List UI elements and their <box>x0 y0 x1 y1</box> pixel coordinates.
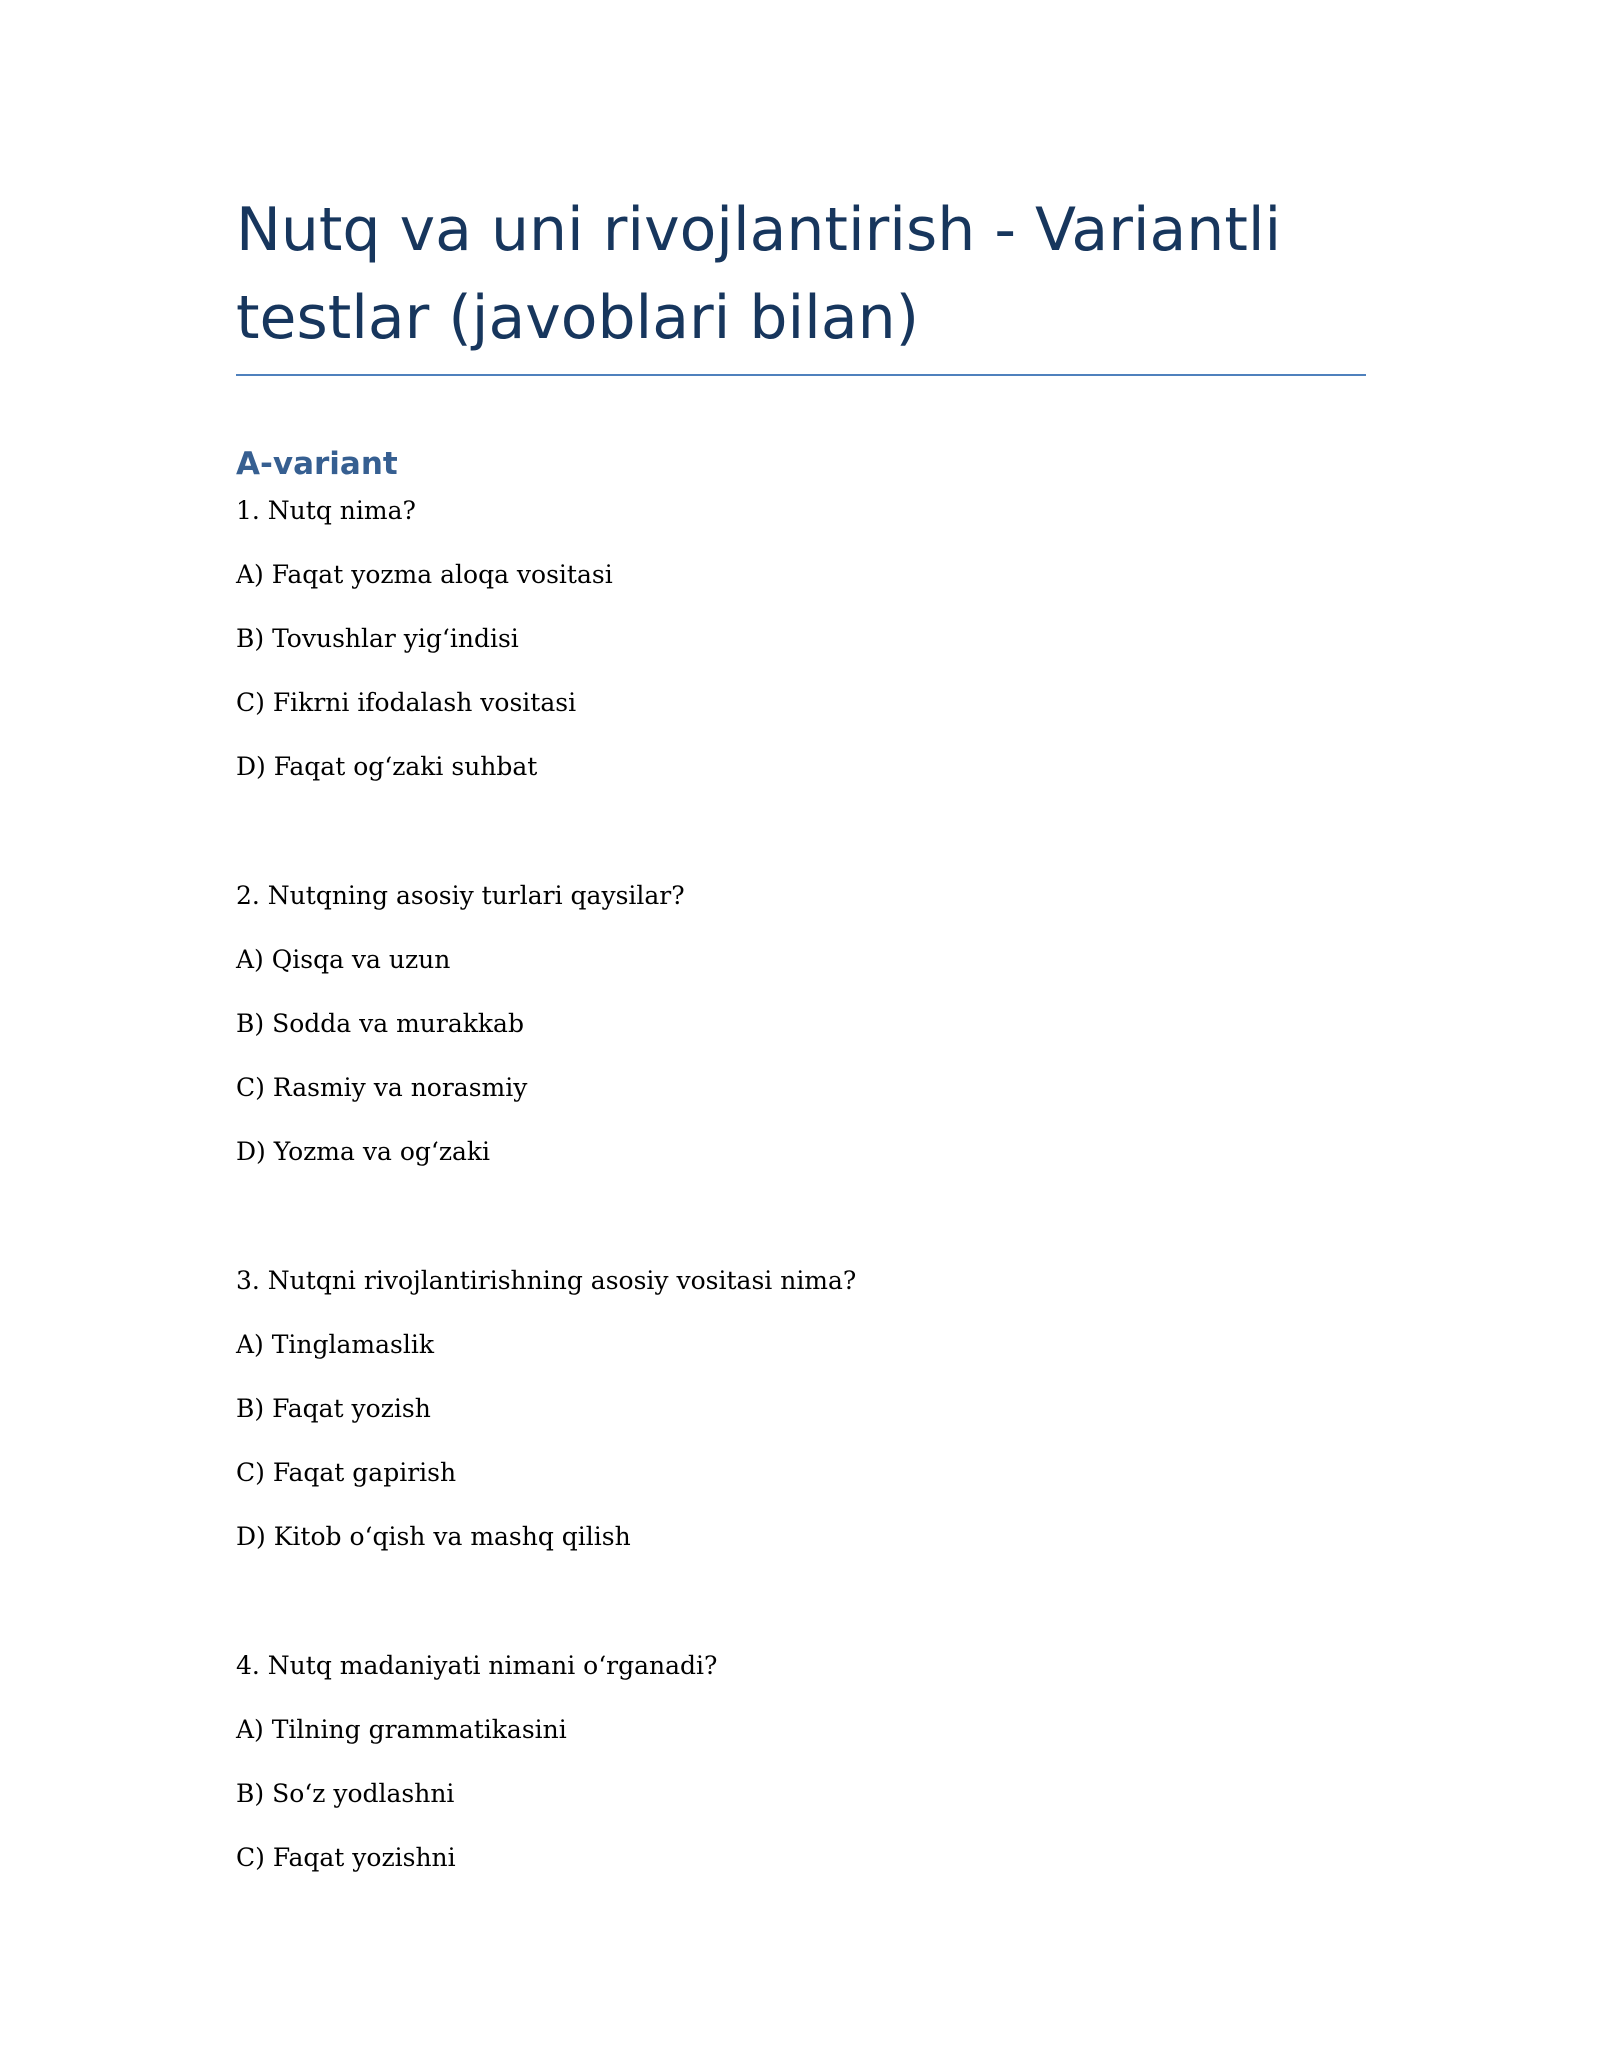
answer-option-b: B) Faqat yozish <box>236 1394 431 1423</box>
question-block-3 <box>236 1264 1366 1553</box>
answer-option-b: B) So‘z yodlashni <box>236 1779 455 1808</box>
answer-option-d: D) Faqat og‘zaki suhbat <box>236 752 538 781</box>
answer-option-a: A) Tilning grammatikasini <box>236 1715 567 1744</box>
answer-option-c: C) Fikrni ifodalash vositasi <box>236 688 577 717</box>
document-page <box>236 186 1366 1874</box>
question-text: 1. Nutq nima? <box>236 496 416 525</box>
answer-option-a: A) Qisqa va uzun <box>236 945 451 974</box>
answer-option-d: D) Yozma va og‘zaki <box>236 1137 491 1166</box>
answer-option-b: B) Tovushlar yig‘indisi <box>236 624 519 653</box>
answer-option-c: C) Faqat gapirish <box>236 1458 457 1487</box>
answer-option-c: C) Faqat yozishni <box>236 1843 456 1872</box>
question-text: 4. Nutq madaniyati nimani o‘rganadi? <box>236 1651 718 1680</box>
question-block-2 <box>236 879 1366 1168</box>
answer-option-d: D) Kitob o‘qish va mashq qilish <box>236 1522 631 1551</box>
document-title: Nutq va uni rivojlantirish - Variantli testlar (javoblari bilan) <box>236 186 1366 376</box>
answer-option-b: B) Sodda va murakkab <box>236 1009 524 1038</box>
question-block-4 <box>236 1649 1366 1874</box>
question-text: 2. Nutqning asosiy turlari qaysilar? <box>236 881 685 910</box>
question-text: 3. Nutqni rivojlantirishning asosiy vositasi nima? <box>236 1266 857 1295</box>
answer-option-a: A) Tinglamaslik <box>236 1330 435 1359</box>
answer-option-c: C) Rasmiy va norasmiy <box>236 1073 528 1102</box>
variant-heading: A-variant <box>236 446 398 482</box>
answer-option-a: A) Faqat yozma aloqa vositasi <box>236 560 613 589</box>
question-block-1 <box>236 494 1366 783</box>
